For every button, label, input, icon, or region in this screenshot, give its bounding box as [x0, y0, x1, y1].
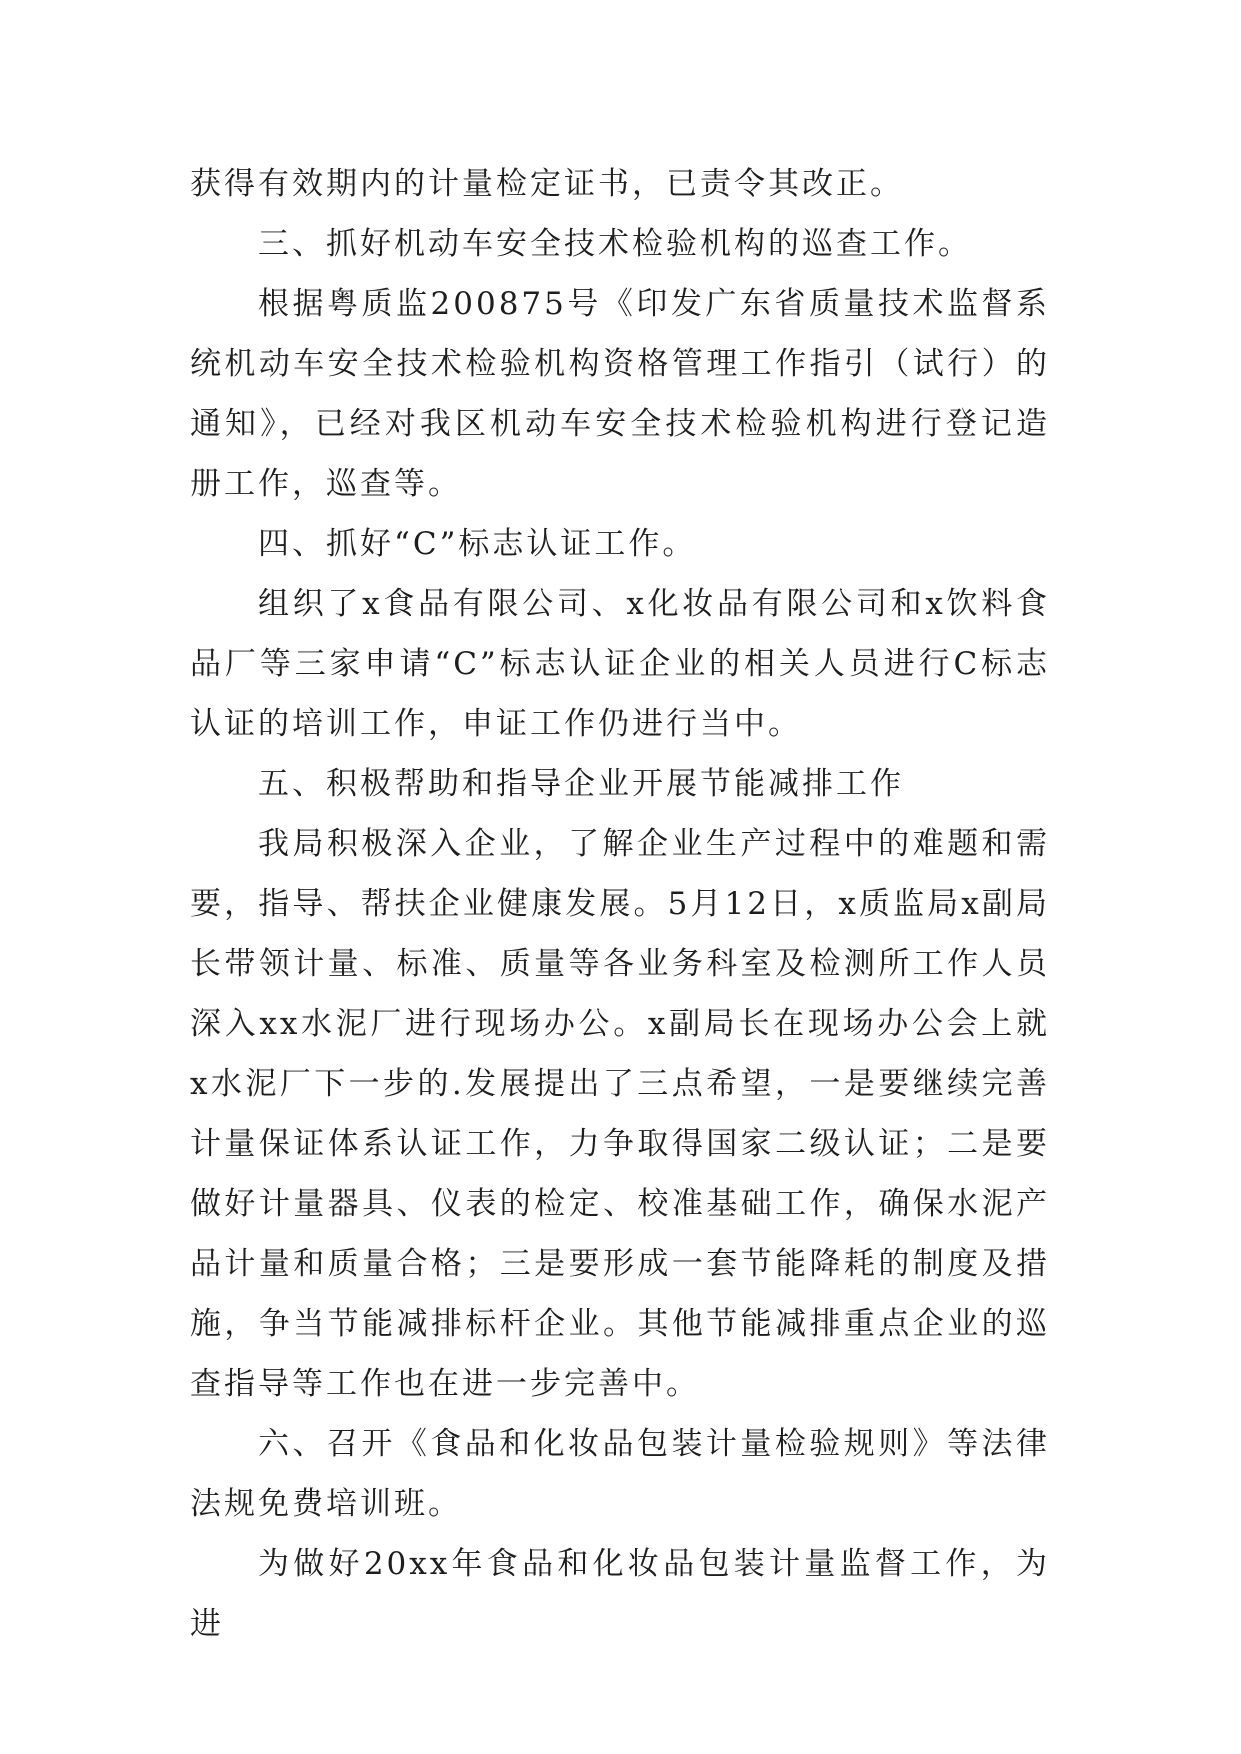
section-heading-4: 四、抓好“C”标志认证工作。: [258, 526, 697, 562]
paragraph-vehicle-inspection: 根据粤质监200875号《印发广东省质量技术监督系统机动车安全技术检验机构资格管理工作指引（试行）的通知》，已经对我区机动车安全技术检验机构进行登记造册工作，巡查等。: [190, 286, 1050, 502]
document-body: [190, 154, 1050, 1654]
paragraph-continuation: 获得有效期内的计量检定证书，已责令其改正。: [190, 166, 904, 202]
section-heading-5: 五、积极帮助和指导企业开展节能减排工作: [258, 766, 904, 802]
section-heading-6: 六、召开《食品和化妆品包装计量检验规则》等法律法规免费培训班。: [190, 1426, 1050, 1522]
paragraph-packaging-supervision: 为做好20xx年食品和化妆品包装计量监督工作，为进: [190, 1546, 1050, 1642]
paragraph-energy-saving: 我局积极深入企业，了解企业生产过程中的难题和需要，指导、帮扶企业健康发展。5月12日，x质监局x副局长带领计量、标准、质量等各业务科室及检测所工作人员深入xx水泥厂进行现场办公。x副局长在现场办公会上就x水泥厂下一步的.发展提出了三点希望，一是要继续完善计量保证体系认证工作，力争取得国家二级认证；二是要做好计量器具、仪表的检定、校准基础工作，确保水泥产品计量和质量合格；三是要形成一套节能降耗的制度及措施，争当节能减排标杆企业。其他节能减排重点企业的巡查指导等工作也在进一步完善中。: [190, 826, 1050, 1402]
paragraph-c-mark-certification: 组织了x食品有限公司、x化妆品有限公司和x饮料食品厂等三家申请“C”标志认证企业的相关人员进行C标志认证的培训工作，申证工作仍进行当中。: [190, 586, 1050, 742]
section-heading-3: 三、抓好机动车安全技术检验机构的巡查工作。: [258, 226, 972, 262]
